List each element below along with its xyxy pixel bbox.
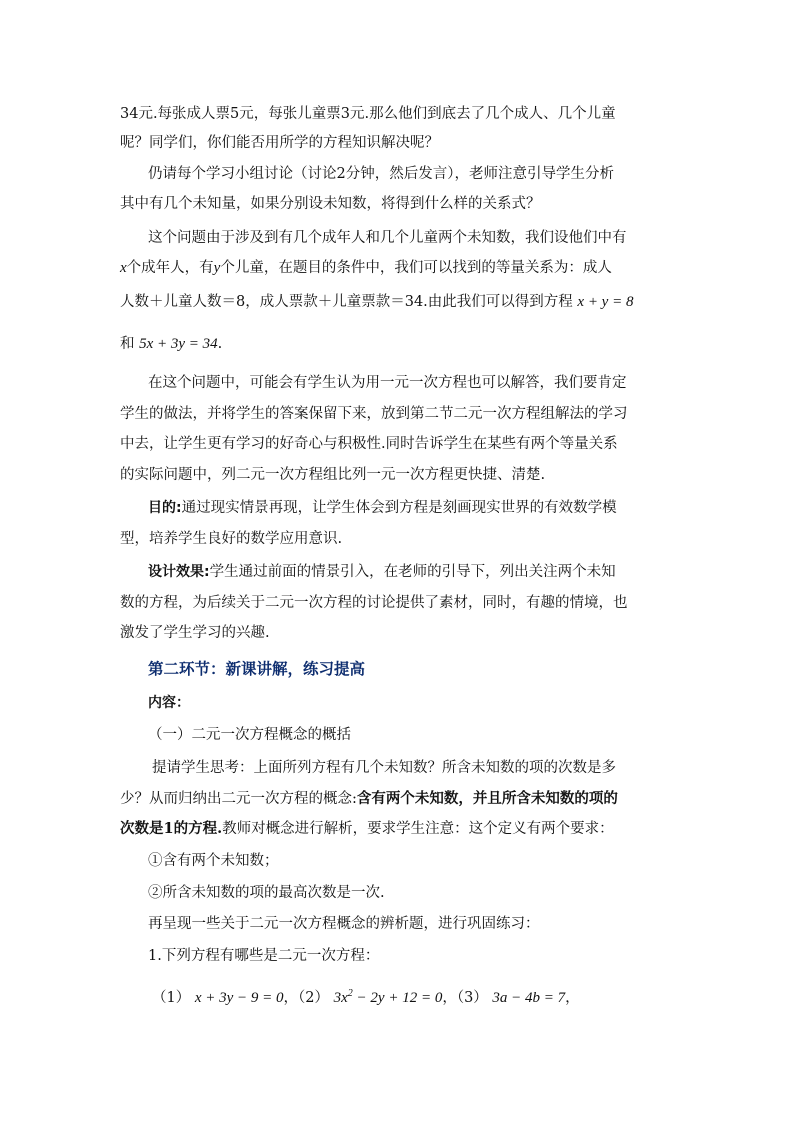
variable-x: x — [120, 260, 127, 276]
text-line — [0, 290, 794, 314]
text-line: 数的方程，为后续关于二元一次方程的讨论提供了素材，同时，有趣的情境，也 — [120, 595, 628, 611]
equation: 3a − 4b = 7 — [492, 990, 566, 1006]
text-span: 学生通过前面的情景引入，在老师的引导下，列出关注两个未知 — [209, 564, 616, 580]
text-line — [0, 817, 794, 841]
text-span: 少？从而归纳出二元一次方程的概念: — [120, 791, 357, 807]
separator: ， — [442, 990, 457, 1006]
equation: x + y = 8 — [577, 294, 634, 310]
requirement-item: ②所含未知数的项的最高次数是一次. — [148, 885, 385, 901]
equation: x + 3y − 9 = 0 — [194, 990, 284, 1006]
content-label-line — [0, 691, 794, 715]
text-line: 提请学生思考：上面所列方程有几个未知数？所含未知数的项的次数是多 — [152, 760, 616, 776]
text-line: 型，培养学生良好的数学应用意识. — [120, 531, 343, 547]
text-line: 其中有几个未知量，如果分别设未知数，将得到什么样的关系式？ — [120, 196, 541, 212]
text-line: 34元.每张成人票5元，每张儿童票3元.那么他们到底去了几个成人、几个儿童 — [120, 106, 616, 122]
item-number: （1） — [152, 990, 191, 1006]
exercise-equations — [0, 982, 794, 1006]
definition-bold: 次数是1的方程. — [120, 820, 223, 837]
section-heading: 第二环节：新课讲解，练习提高 — [148, 660, 366, 678]
equation-part: 3x — [333, 990, 348, 1006]
text-line — [0, 787, 794, 811]
text-line: 激发了学生学习的兴趣. — [120, 625, 270, 641]
text-span: 通过现实情景再现，让学生体会到方程是刻画现实世界的有效数学模 — [181, 500, 617, 516]
text-span: 和 — [120, 336, 135, 352]
text-line: 在这个问题中，可能会有学生认为用一元一次方程也可以解答，我们要肯定 — [148, 375, 627, 391]
exercise-heading: 1.下列方程有哪些是二元一次方程： — [148, 948, 380, 964]
subheading: （一）二元一次方程概念的概括 — [148, 727, 351, 743]
text-line: 这个问题由于涉及到有几个成年人和几个儿童两个未知数，我们设他们中有 — [148, 230, 627, 246]
design-effect-label: 设计效果: — [148, 564, 210, 580]
equation-part: − 2y + 12 = 0 — [352, 990, 443, 1006]
text-line: 的实际问题中，列二元一次方程组比列一元一次方程更快捷、清楚. — [120, 467, 546, 483]
text-line: 再呈现一些关于二元一次方程概念的辨析题，进行巩固练习： — [148, 916, 540, 932]
requirement-item: ①含有两个未知数； — [148, 853, 279, 869]
text-line: 学生的做法，并将学生的答案保留下来，放到第二节二元一次方程组解法的学习 — [120, 406, 628, 422]
text-line: 中去，让学生更有学习的好奇心与积极性.同时告诉学生在某些有两个等量关系 — [120, 436, 618, 452]
item-number: （3） — [456, 990, 488, 1006]
content-label: 内容： — [148, 695, 190, 711]
text-line — [0, 256, 794, 280]
definition-bold: 含有两个未知数，并且所含未知数的项的 — [356, 790, 618, 807]
exponent: 2 — [347, 988, 353, 999]
equation: 5x + 3y = 34 — [139, 336, 218, 352]
text-span: . — [217, 336, 223, 352]
text-span: 教师对概念进行解析，要求学生注意：这个定义有两个要求： — [222, 821, 614, 837]
text-span: 个成年人，有 — [126, 260, 214, 276]
text-line: 呢？同学们，你们能否用所学的方程知识解决呢？ — [120, 135, 439, 151]
design-effect-line — [0, 560, 794, 584]
separator: ， — [565, 990, 580, 1006]
separator: ， — [283, 990, 299, 1006]
text-span: 个儿童，在题目的条件中，我们可以找到的等量关系为：成人 — [220, 260, 612, 276]
purpose-line — [0, 496, 794, 520]
item-number: （2） — [298, 990, 330, 1006]
purpose-label: 目的: — [148, 500, 182, 516]
text-line: 仍请每个学习小组讨论（讨论2分钟，然后发言），老师注意引导学生分析 — [148, 166, 614, 182]
equation — [334, 990, 443, 1006]
variable-y: y — [213, 260, 221, 276]
text-line — [0, 332, 794, 356]
text-span: 人数＋儿童人数＝8，成人票款＋儿童票款＝34.由此我们可以得到方程 — [120, 294, 573, 310]
